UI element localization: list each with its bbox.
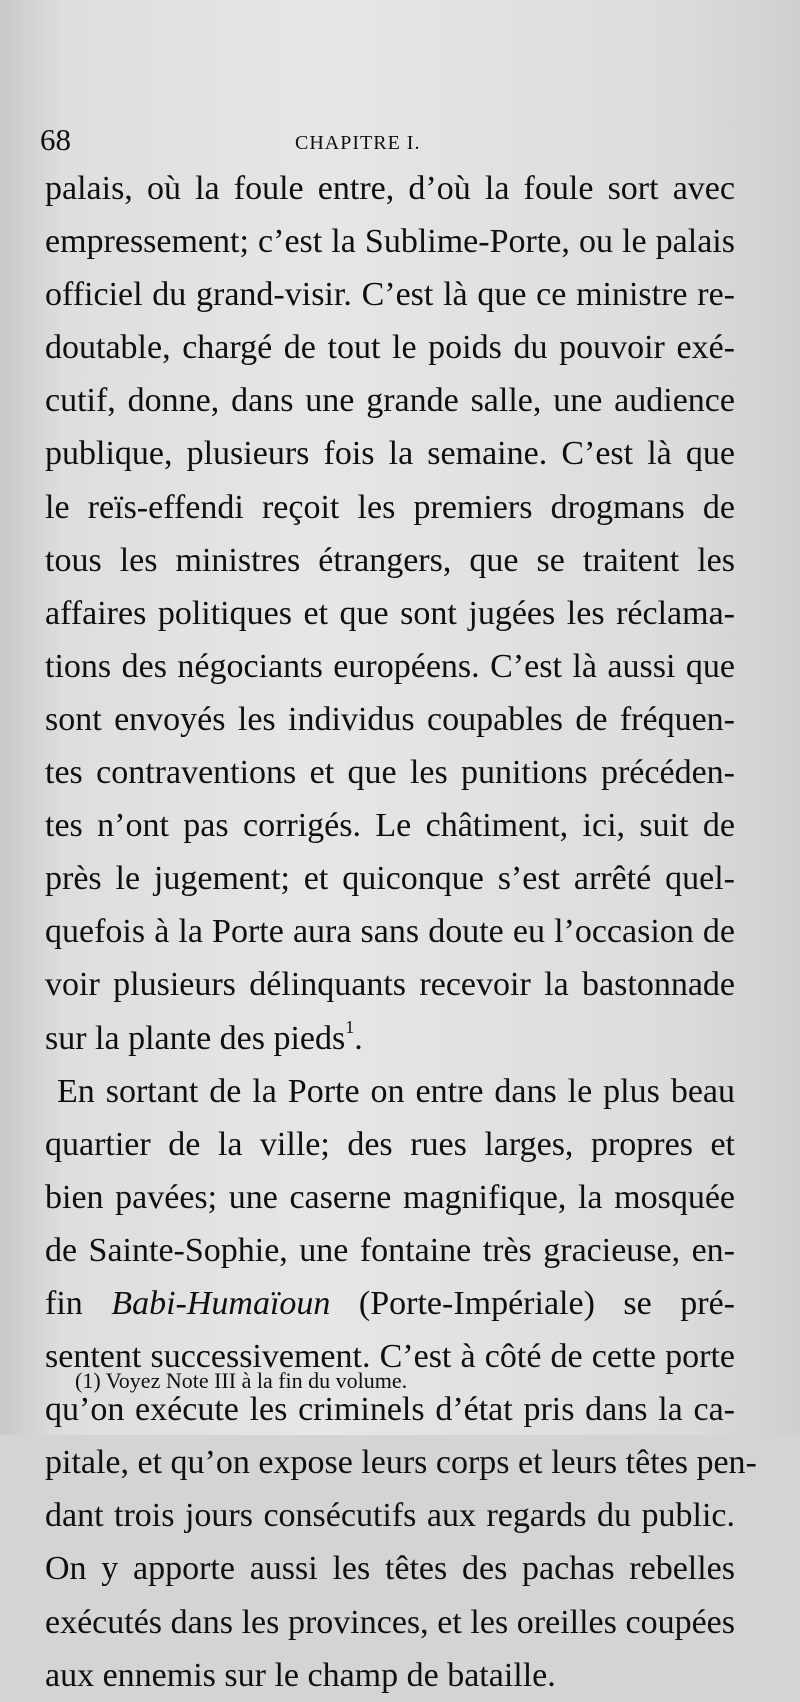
paragraph-start-line: En sortant de la Porte on entre dans le plus beau (57, 1072, 735, 1110)
text-line: tions des négociants européens. C’est là aussi que (45, 647, 735, 685)
footnote: (1) Voyez Note III à la fin du volume. (75, 1368, 408, 1393)
page-number: 68 (40, 122, 71, 157)
text-line: le reïs-effendi reçoit les premiers drogmans de (45, 488, 735, 526)
text-line-with-footnote (45, 1012, 735, 1065)
text-line: palais, où la foule entre, d’où la foule sort avec (45, 170, 735, 207)
text-line: qu’on exécute les criminels d’état pris dans la ca- (45, 1391, 735, 1429)
text-line: quefois à la Porte aura sans doute eu l’occasion de (45, 913, 735, 951)
text-line: voir plusieurs délinquants recevoir la bastonnade (45, 966, 735, 1004)
body-text (45, 162, 757, 1702)
text-line: publique, plusieurs fois la semaine. C’est là que (45, 435, 735, 473)
running-head: CHAPITRE I. (295, 132, 421, 154)
text-line: quartier de la ville; des rues larges, propres et (45, 1125, 735, 1163)
text-line: aux ennemis sur le champ de bataille. (45, 1656, 556, 1694)
text-line-with-italic (45, 1277, 735, 1330)
text-line: cutif, donne, dans une grande salle, une audience (45, 382, 735, 420)
text-line: exécutés dans les provinces, et les oreilles coupées (45, 1603, 735, 1641)
text-line: sont envoyés les individus coupables de fréquen- (45, 700, 735, 738)
footnote-marker: 1 (345, 1016, 355, 1037)
text-line: empressement; c’est la Sublime-Porte, ou le palais (45, 223, 735, 261)
text-line: affaires politiques et que sont jugées les réclama- (45, 594, 735, 632)
line-start: fin (45, 1284, 112, 1322)
text-line: bien pavées; une caserne magnifique, la mosquée (45, 1178, 735, 1216)
line-text: sur la plante des pieds (45, 1019, 346, 1057)
text-line: On y apporte aussi les têtes des pachas rebelles (45, 1550, 735, 1588)
text-line: pitale, et qu’on expose leurs corps et leurs têtes pen- (45, 1444, 757, 1482)
line-end: (Porte-Impériale) se pré- (330, 1284, 735, 1322)
text-line: de Sainte-Sophie, une fontaine très gracieuse, en- (45, 1231, 735, 1269)
page-header (40, 122, 760, 162)
text-line: sentent successivement. C’est à côté de cette porte (45, 1338, 735, 1376)
text-line: officiel du grand-visir. C’est là que ce ministre re- (45, 276, 735, 314)
text-line: doutable, chargé de tout le poids du pouvoir exé- (45, 329, 735, 367)
italic-term: Babi-Humaïoun (111, 1284, 331, 1322)
text-line: tes contraventions et que les punitions précéden- (45, 754, 735, 792)
text-line: près le jugement; et quiconque s’est arrêté quel- (45, 860, 735, 898)
text-line: tes n’ont pas corrigés. Le châtiment, ici, suit de (45, 807, 735, 845)
text-line: dant trois jours consécutifs aux regards du public. (45, 1497, 735, 1535)
text-line: tous les ministres étrangers, que se traitent les (45, 541, 735, 579)
line-end: . (354, 1019, 363, 1057)
